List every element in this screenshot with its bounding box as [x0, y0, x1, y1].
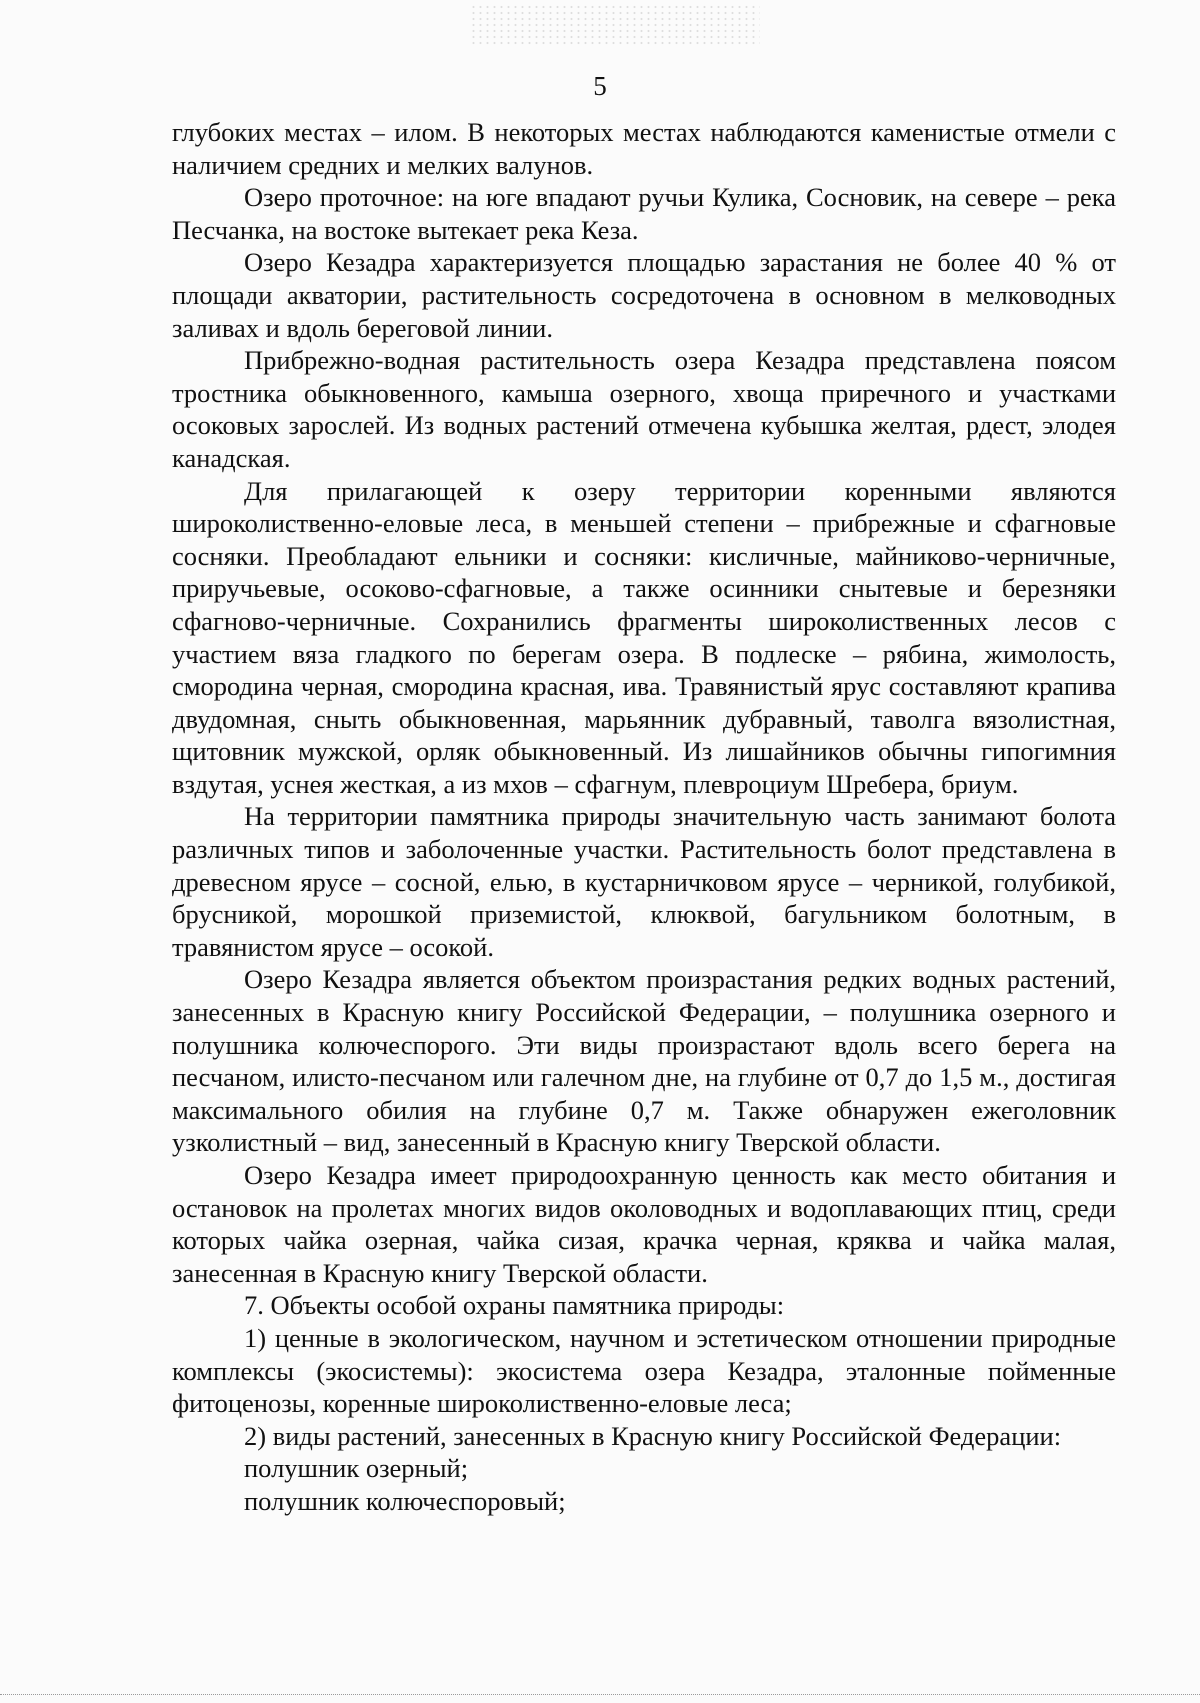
- scan-edge-line: [0, 1694, 1200, 1696]
- paragraph-2: Озеро проточное: на юге впадают ручьи Кулика, Сосновик, на севере – река Песчанка, на востоке вытекает река Кеза.: [172, 182, 1116, 245]
- paragraph-3: Озеро Кезадра характеризуется площадью зарастания не более 40 % от площади акватории, растительность сосредоточена в основном в мелководных заливах и вдоль береговой линии.: [172, 247, 1116, 343]
- list-item-2: 2) виды растений, занесенных в Красную книгу Российской Федерации:: [244, 1420, 1062, 1451]
- species-line-1: полушник озерный;: [244, 1453, 469, 1484]
- paragraph-7: Озеро Кезадра является объектом произрастания редких водных растений, занесенных в Красную книгу Российской Федерации, – полушника озерного и полушника колючеспорого. Эти виды произрастают вдоль всего берега на песчаном, илисто-песчаном или галечном дне, на глубине от 0,7 до 1,5 м., достигая максимального обилия на глубине 0,7 м. Также обнаружен ежеголовник узколистный – вид, занесенный в Красную книгу Тверской области.: [172, 964, 1116, 1158]
- species-line-2: полушник колючеспоровый;: [244, 1485, 566, 1516]
- paragraph-4: Прибрежно-водная растительность озера Кезадра представлена поясом тростника обыкновенного, камыша озерного, хвоща приречного и участками осоковых зарослей. Из водных растений отмечена кубышка желтая, рдест, элодея канадская.: [172, 345, 1116, 473]
- list-item-1: 1) ценные в экологическом, научном и эстетическом отношении природные комплексы (экосистемы): экосистема озера Кезадра, эталонные пойменные фитоценозы, коренные широколиственно-еловые леса;: [172, 1322, 1116, 1419]
- paragraph-8: Озеро Кезадра имеет природоохранную ценность как место обитания и остановок на пролетах многих видов околоводных и водоплавающих птиц, среди которых чайка озерная, чайка сизая, крачка черная, кряква и чайка малая, занесенная в Красную книгу Тверской области.: [172, 1160, 1116, 1288]
- paragraph-5: Для прилагающей к озеру территории коренными являются широколиственно-еловые леса, в меньшей степени – прибрежные и сфагновые сосняки. Преобладают ельники и сосняки: кисличные, майниково-черничные, приручьевые, осоково-сфагновые, а также осинники снытевые и березняки сфагново-черничные. Сохранились фрагменты широколиственных лесов с участием вяза гладкого по берегам озера. В подлеске – рябина, жимолость, смородина черная, смородина красная, ива. Травянистый ярус составляют крапива двудомная, сныть обыкновенная, марьянник дубравный, таволга вязолистная, щитовник мужской, орляк обыкновенный. Из лишайников обычны гипогимния вздутая, уснея жесткая, а из мхов – сфагнум, плевроциум Шребера, бриум.: [172, 475, 1116, 799]
- page-number: 5: [593, 71, 607, 101]
- document-body: [172, 116, 1116, 1518]
- paragraph-6: На территории памятника природы значительную часть занимают болота различных типов и заболоченные участки. Растительность болот представлена в древесном ярусе – сосной, елью, в кустарничковом ярусе – черникой, голубикой, брусникой, морошкой приземистой, клюквой, багульником болотным, в травянистом ярусе – осокой.: [172, 801, 1116, 962]
- scan-noise: [470, 4, 760, 46]
- paragraph-1: глубоких местах – илом. В некоторых местах наблюдаются каменистые отмели с наличием средних и мелких валунов.: [172, 117, 1116, 180]
- section-heading-7: 7. Объекты особой охраны памятника природы:: [244, 1290, 785, 1321]
